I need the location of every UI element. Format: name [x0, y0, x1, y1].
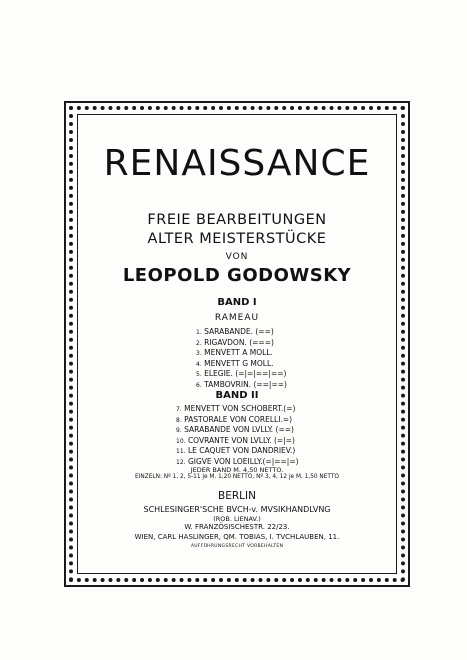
address-berlin: W. FRANZÖSISCHESTR. 22/23. [184, 523, 290, 531]
page-title: RENAISSANCE [103, 143, 371, 184]
list-item: 8. PASTORALE VON CORELLI.=) [176, 414, 293, 424]
address-wien: WIEN, CARL HASLINGER, QM. TOBIAS, I. TVCHLAUBEN, 11. [134, 533, 340, 541]
list-item: 6. TAMBOVRIN. (==|==) [196, 379, 287, 389]
band2-label: BAND II [215, 390, 259, 401]
rights-notice: AUFFÜHRUNGSRECHT VORBEHALTEN [190, 544, 284, 549]
publisher-name: SCHLESINGER'SCHE BVCH-v. MVSIKHANDLVNG [143, 505, 331, 514]
list-item: 9. SARABANDE VON LVLLY. (==) [176, 425, 294, 435]
list-item: 4. MENVETT G MOLL. [196, 358, 274, 368]
composer-name: LEOPOLD GODOWSKY [122, 265, 352, 286]
list-item: 12. GIGVE VON LOEILLY.(=|==|=) [176, 456, 299, 466]
list-item: 11. LE CAQUET VON DANDRIEV.) [176, 446, 296, 456]
von-label: VON [225, 252, 249, 262]
list-item: 7. MENVETT VON SCHOBERT.(=) [176, 404, 296, 413]
publisher-owner: (ROB. LIENAV.) [213, 515, 261, 523]
single-price-line: EINZELN: Nº 1, 2, 5-11 je M. 1,20 NETTO, Nº 3, 4, 12 je M. 1,50 NETTO [135, 474, 339, 480]
band1-list [196, 327, 287, 391]
list-item: 1. SARABANDE. (==) [196, 327, 274, 336]
subtitle-line1: FREIE BEARBEITUNGEN [147, 212, 327, 228]
band1-composer: RAMEAU [214, 313, 260, 323]
list-item: 10. COVRANTE VON LVLLY. (=|=) [176, 435, 295, 445]
band2-list [176, 404, 299, 468]
subtitle-line2: ALTER MEISTERSTÜCKE [147, 231, 327, 247]
price-line: JEDER BAND M. 4,50 NETTO. [190, 466, 284, 474]
list-item: 5. ELEGIE. (=|=|==|==) [196, 369, 287, 379]
band1-label: BAND I [217, 297, 257, 308]
list-item: 3. MENVETT A MOLL. [196, 348, 273, 358]
list-item: 2. RIGAVDON. (===) [196, 337, 274, 347]
city-name: BERLIN [218, 490, 256, 502]
